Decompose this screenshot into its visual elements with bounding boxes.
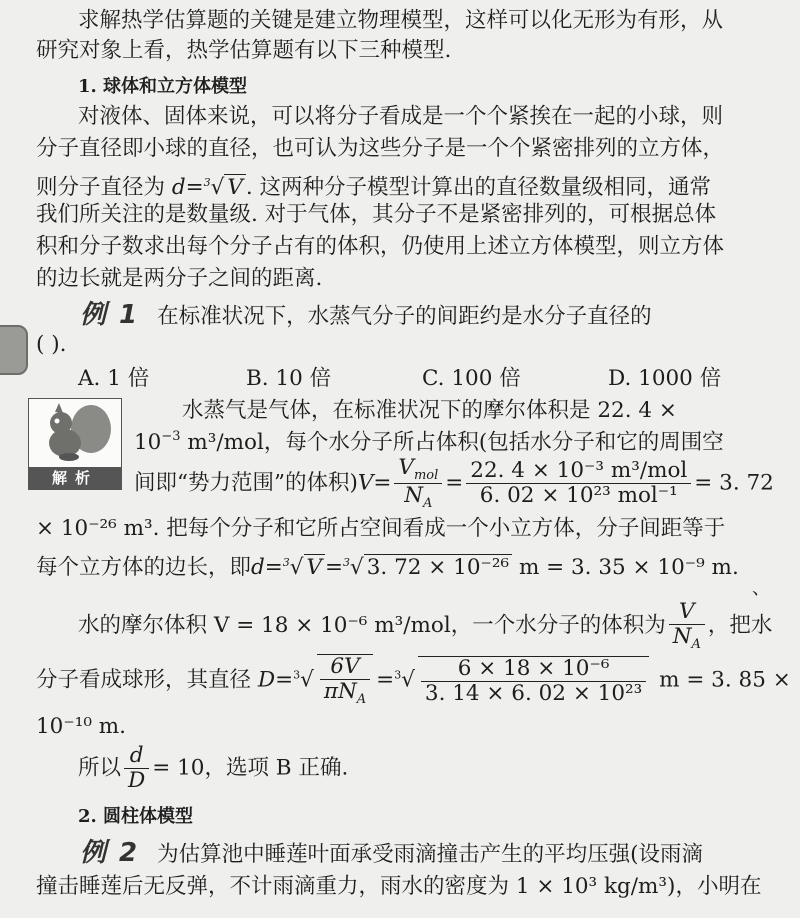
fraction-v-na: $\frac{V}{N_A}$ (669, 600, 705, 652)
example-2-line-2: 撞击睡莲后无反弹，不计雨滴重力，雨水的密度为 1 × 10³ kg/m³)，小明在 (36, 874, 762, 899)
analysis-line-3-text: 间即“势力范围”的体积) (134, 470, 358, 496)
heading-cylinder-model: 2. 圆柱体模型 (78, 806, 194, 827)
example-1-blank: ( ). (36, 332, 67, 357)
heading-sphere-cube-model: 1. 球体和立方体模型 (78, 76, 248, 97)
example-1-tag: 例 1 (80, 300, 140, 330)
option-b: B. 10 倍 (246, 366, 332, 391)
exp-neg3: $10^{-3}$ (134, 429, 181, 455)
water-line-1-text-b: ，把水 (707, 613, 773, 638)
example-2-line-1: 为估算池中睡莲叶面承受雨滴撞击产生的平均压强(设雨滴 (157, 842, 704, 867)
water-line-2: 分子看成球形，其直径 D=$^3$√ $\frac{6V}{\pi N_A}$ =$^3$√ $\frac{\text{6 × 18 × 10⁻⁶}}{\text{3. 14 × 6. 02 × 10²³}}$ m = 3. 85 × (36, 654, 791, 707)
para-line-3-text: 则分子直径为 (36, 175, 172, 201)
formula-cuberoot-chain: d=$^3$√ V =$^3$√ 3. 72 × 10⁻²⁶ (251, 555, 512, 580)
para-line-3-text-b: . 这两种分子模型计算出的直径数量级相同，通常 (245, 175, 712, 201)
conclusion-text: 所以 (78, 755, 122, 781)
para-line-4: 我们所关注的是数量级. 对于气体，其分子不是紧密排列的，可根据总体 (36, 202, 717, 227)
fraction-d-D: $\frac{d}{D}$ (124, 744, 149, 793)
intro-line-2: 研究对象上看，热学估算题有以下三种模型. (36, 38, 452, 63)
analysis-result-1: = 3. 72 (694, 470, 774, 496)
page-edge-tab (0, 325, 28, 375)
example-1-stem (80, 300, 766, 332)
fraction-numeric: $\frac{\text{22. 4 × 10⁻³ m³/mol}}{\text{6. 02 × 10²³ mol⁻¹}}$ (466, 459, 691, 508)
formula-D: D= (257, 667, 294, 693)
option-a: A. 1 倍 (78, 366, 150, 391)
analysis-line-4: × 10⁻²⁶ m³. 把每个分子和它所占空间看成一个小立方体，分子间距等于 (36, 516, 726, 541)
formula-v-label: V= (357, 470, 392, 496)
margin-mark: 、 (752, 578, 770, 599)
analysis-result-2: m = 3. 35 × 10⁻⁹ m. (518, 555, 739, 581)
fraction-numeric-2: $\frac{\text{6 × 18 × 10⁻⁶}}{\text{3. 14 × 6. 02 × 10²³}}$ (418, 656, 649, 706)
para-line-3 (36, 168, 766, 203)
water-line-2-text: 分子看成球形，其直径 (36, 667, 252, 693)
para-line-5: 积和分子数求出每个分子占有的体积，仍使用上述立方体模型，则立方体 (36, 234, 725, 259)
squirrel-icon (29, 399, 121, 467)
analysis-line-5-text: 每个立方体的边长，即 (36, 555, 252, 581)
analysis-line-2-text: m³/mol，每个水分子所占体积(包括水分子和它的周围空 (187, 430, 724, 455)
water-line-3: 10⁻¹⁰ m. (36, 714, 126, 739)
formula-d-cuberoot-v: d=$^3$√ V (172, 175, 246, 200)
para-line-2: 分子直径即小球的直径，也可认为这些分子是一个个紧密排列的立方体， (36, 136, 725, 161)
conclusion-text-b: = 10，选项 B 正确. (152, 755, 349, 781)
fraction-6v-pina: $\frac{6V}{\pi N_A}$ (317, 654, 373, 707)
example-1-question: 在标准状况下，水蒸气分子的间距约是水分子直径的 (157, 304, 652, 329)
water-line-1 (78, 599, 773, 652)
intro-line-1: 求解热学估算题的关键是建立物理模型，这样可以化无形为有形，从 (78, 8, 724, 33)
analysis-line-3: 间即“势力范围”的体积)V= $\frac{V_{mol}}{N_A}$ = $\frac{\text{22. 4 × 10⁻³ m³/mol}}{\text{6. 02 × 10²³ mol⁻¹}}$ = 3. 72 (134, 455, 774, 511)
water-line-1-text: 水的摩尔体积 V = 18 × 10⁻⁶ m³/mol，一个水分子的体积为 (78, 613, 666, 638)
example-2-stem (80, 838, 766, 870)
option-d: D. 1000 倍 (608, 366, 722, 391)
analysis-mascot-logo (28, 398, 122, 490)
para-line-1: 对液体、固体来说，可以将分子看成是一个个紧挨在一起的小球，则 (78, 104, 724, 129)
analysis-line-1: 水蒸气是气体，在标准状况下的摩尔体积是 22. 4 × (182, 398, 677, 423)
option-c: C. 100 倍 (422, 366, 521, 391)
example-2-tag: 例 2 (80, 838, 140, 868)
analysis-label: 解析 (29, 467, 121, 489)
analysis-line-5 (36, 548, 766, 583)
para-line-6: 的边长就是两分子之间的距离. (36, 266, 323, 291)
analysis-result-3: m = 3. 85 × (659, 667, 791, 693)
conclusion-line (78, 744, 766, 794)
fraction-vmol-na: $\frac{V_{mol}}{N_A}$ (394, 456, 442, 511)
